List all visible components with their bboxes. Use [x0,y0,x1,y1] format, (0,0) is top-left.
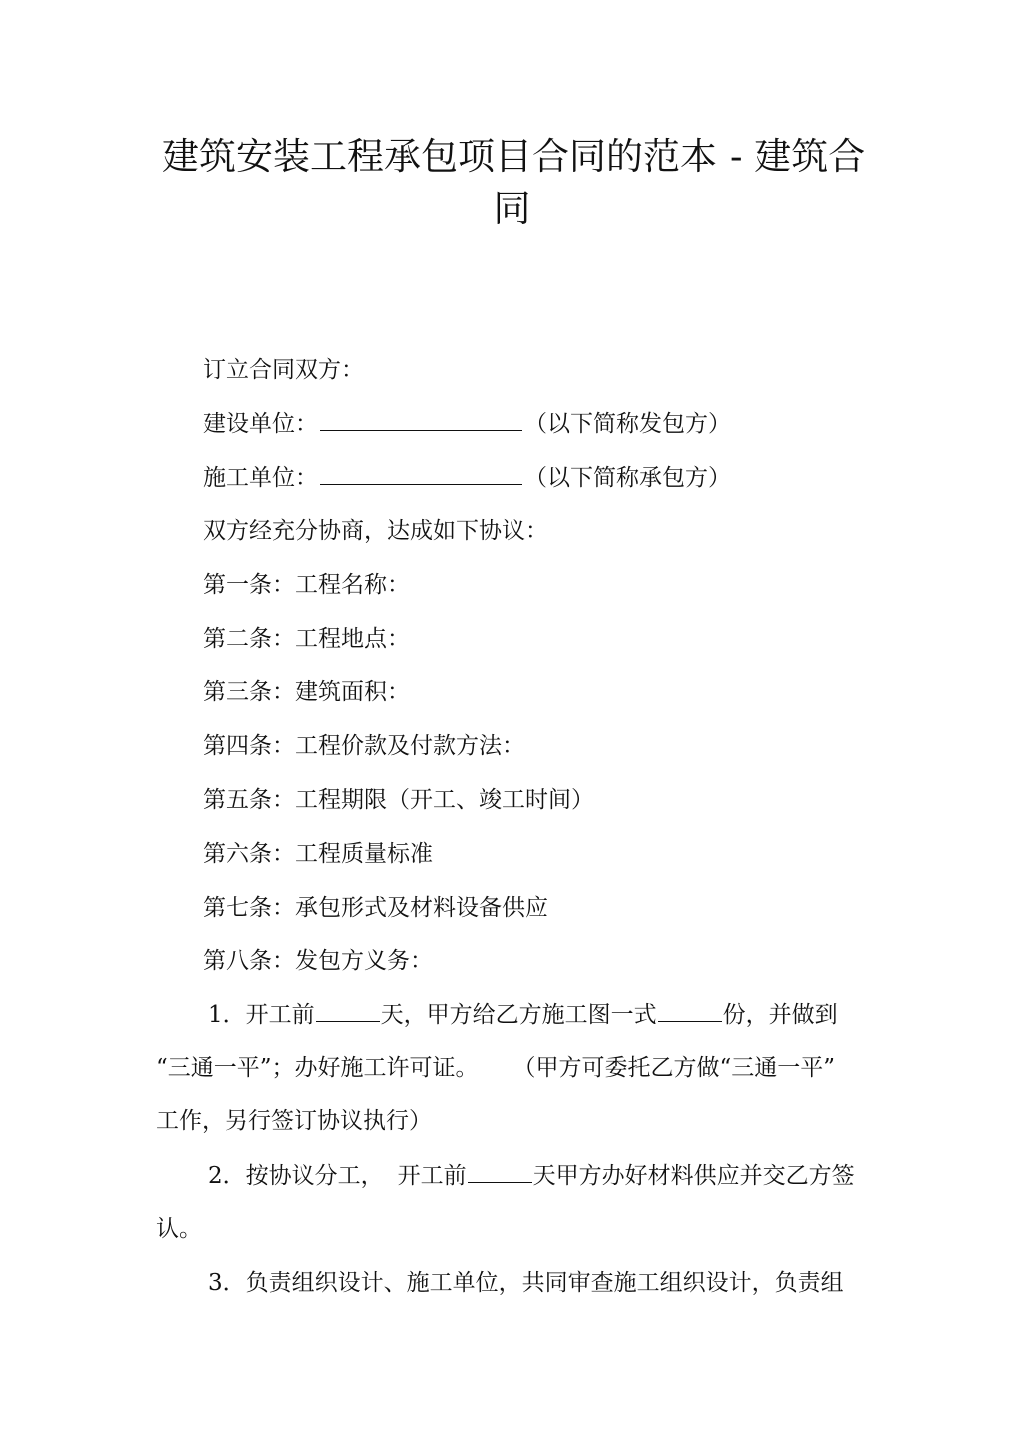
contractor-label: 施工单位： [203,465,318,491]
article-7: 第七条：承包形式及材料设备供应 [203,895,548,921]
parties-heading: 订立合同双方： [203,357,364,383]
builder-label: 建设单位： [203,411,318,437]
contractor-line [203,462,731,493]
item-1-text-d: “三通一平”；办好施工许可证。 [156,1055,479,1081]
document-title-main: 建筑安装工程承包项目合同的范本 [162,135,717,178]
item-2-days-blank[interactable] [468,1160,532,1183]
article-4: 第四条：工程价款及付款方法： [203,733,525,759]
item-2-text-c: 天甲方办好材料供应并交乙方签 [532,1163,855,1189]
item-1-line-2 [156,1053,835,1083]
item-1-line-1 [208,999,838,1030]
document-title-line-2: 同 [493,187,531,230]
item-2-line-2: 认。 [156,1216,202,1242]
item-1-text-e: （甲方可委托乙方做“三通一平” [512,1055,836,1081]
item-1-days-blank[interactable] [316,999,380,1022]
contractor-blank[interactable] [320,462,522,485]
item-1-line-3: 工作，另行签订协议执行） [156,1108,432,1134]
builder-line [203,408,731,439]
builder-blank[interactable] [320,408,522,431]
item-1-text-a: 1．开工前 [208,1002,315,1028]
item-1-text-b: 天，甲方给乙方施工图一式 [380,1002,657,1028]
article-3: 第三条：建筑面积： [203,679,410,705]
article-6: 第六条：工程质量标准 [203,841,433,867]
article-8: 第八条：发包方义务： [203,948,433,974]
document-title-tail: - 建筑合 [730,135,866,178]
contractor-suffix: （以下简称承包方） [524,465,731,491]
builder-suffix: （以下简称发包方） [524,411,731,437]
item-1-text-c: 份，并做到 [722,1002,838,1028]
article-2: 第二条：工程地点： [203,626,410,652]
item-2-text-b: 开工前 [397,1163,467,1189]
item-2-line-1 [208,1160,855,1191]
item-1-copies-blank[interactable] [658,999,722,1022]
article-1: 第一条：工程名称： [203,572,410,598]
item-2-text-a: 2．按协议分工， [208,1163,384,1189]
article-5: 第五条：工程期限（开工、竣工时间） [203,787,594,813]
agreement-line: 双方经充分协商，达成如下协议： [203,518,548,544]
item-3-line-1: 3．负责组织设计、施工单位，共同审查施工组织设计，负责组 [208,1270,844,1296]
